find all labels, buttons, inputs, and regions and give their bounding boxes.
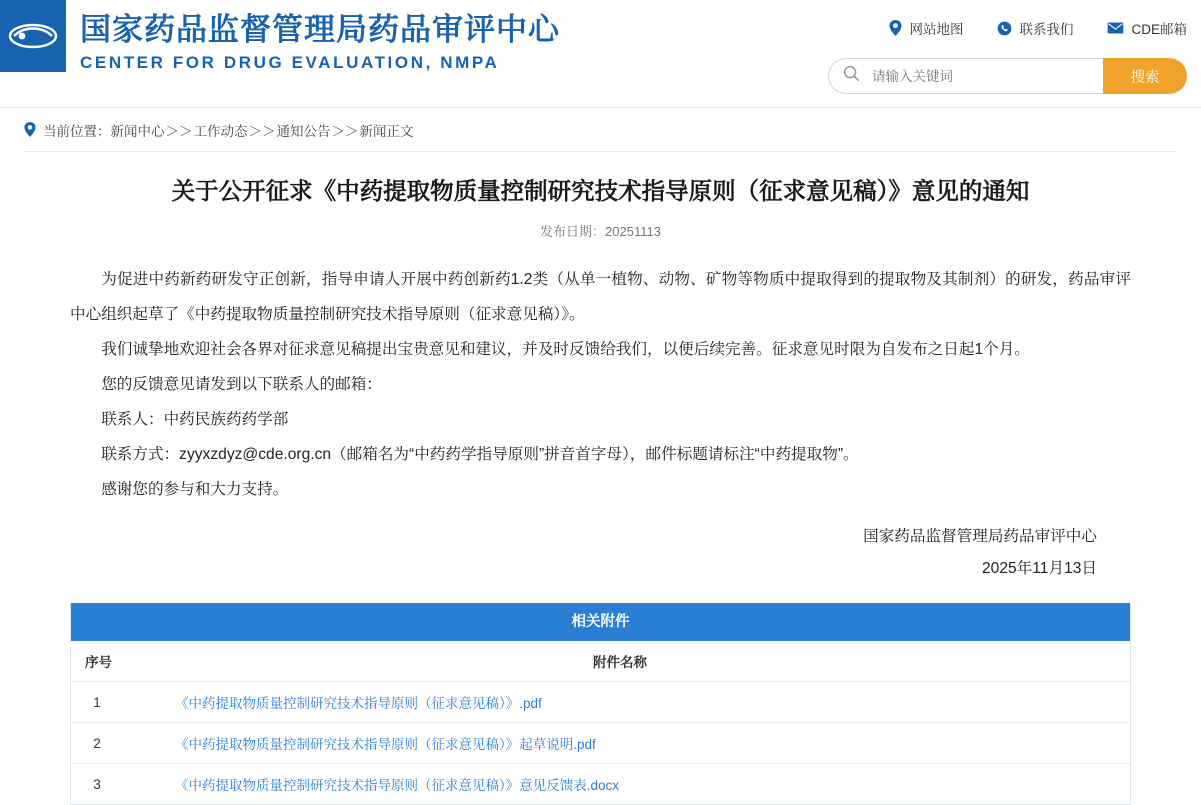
row-name	[123, 723, 1130, 764]
row-name	[123, 764, 1130, 805]
search-row	[828, 58, 1187, 94]
attachment-link[interactable]: 《中药提取物质量控制研究技术指导原则（征求意见稿）》.pdf	[175, 696, 542, 711]
top-link-mail[interactable]	[1107, 18, 1187, 38]
search-input[interactable]	[870, 68, 1080, 85]
phone-icon	[997, 21, 1012, 36]
article-paragraph-2: 您的反馈意见请发到以下联系人的邮箱：	[101, 376, 382, 393]
breadcrumb-item-3: 新闻正文	[359, 123, 414, 139]
row-name	[123, 682, 1130, 723]
search-box[interactable]	[828, 58, 1103, 94]
attachment-link[interactable]: 《中药提取物质量控制研究技术指导原则（征求意见稿）》意见反馈表.docx	[175, 778, 620, 793]
breadcrumb-item-0[interactable]: 新闻中心	[110, 123, 165, 139]
mail-icon	[1107, 22, 1124, 34]
breadcrumb-prefix: 当前位置：	[43, 123, 111, 139]
attachments-table	[71, 641, 1130, 804]
site-title-cn: 国家药品监督管理局药品审评中心	[80, 12, 560, 47]
location-pin-icon	[889, 20, 902, 36]
table-row	[71, 723, 1130, 764]
top-link-sitemap-label: 网站地图	[909, 22, 964, 37]
article	[0, 152, 1201, 585]
table-row	[71, 682, 1130, 723]
attachment-link[interactable]: 《中药提取物质量控制研究技术指导原则（征求意见稿）》起草说明.pdf	[175, 737, 596, 752]
breadcrumb	[24, 108, 1177, 152]
top-links	[889, 18, 1187, 38]
top-link-mail-label: CDE邮箱	[1131, 22, 1187, 37]
publish-date	[70, 221, 1131, 240]
article-paragraph-5: 感谢您的参与和大力支持。	[101, 481, 289, 498]
signature-date: 2025年11月13日	[981, 560, 1097, 577]
top-link-contact[interactable]	[997, 18, 1073, 38]
attachments-section	[70, 603, 1131, 805]
breadcrumb-sep-0: ＞＞	[165, 123, 193, 139]
column-header-index: 序号	[71, 641, 123, 682]
article-paragraph-3: 联系人：中药民族药药学部	[101, 411, 289, 428]
breadcrumb-sep-2: ＞＞	[331, 123, 359, 139]
breadcrumb-sep-1: ＞＞	[248, 123, 276, 139]
article-signature	[70, 521, 1131, 585]
breadcrumb-item-2[interactable]: 通知公告	[276, 123, 331, 139]
article-paragraph-1: 我们诚挚地欢迎社会各界对征求意见稿提出宝贵意见和建议，并及时反馈给我们，以便后续完善。征求意见时限为自发布之日起1个月。	[101, 341, 1030, 358]
site-title-en: CENTER FOR DRUG EVALUATION, NMPA	[80, 53, 500, 72]
publish-date-value: 20251113	[605, 224, 661, 239]
search-button[interactable]: 搜索	[1103, 58, 1187, 94]
search-icon	[843, 65, 860, 87]
table-header-row	[71, 641, 1130, 682]
top-link-contact-label: 联系我们	[1019, 22, 1074, 37]
logo-block	[0, 0, 66, 72]
site-header	[0, 0, 1201, 108]
article-paragraph-0: 为促进中药新药研发守正创新，指导申请人开展中药创新药1.2类（从单一植物、动物、矿物等物质中提取得到的提取物及其制剂）的研发，药品审评中心组织起草了《中药提取物质量控制研究技术指导原则（征求意见稿）》。	[70, 271, 1131, 323]
attachments-title: 相关附件	[71, 603, 1130, 641]
row-index: 1	[71, 682, 123, 723]
breadcrumb-pin-icon	[24, 122, 36, 137]
cde-logo-icon	[8, 20, 58, 52]
site-title	[80, 10, 560, 76]
column-header-name: 附件名称	[123, 641, 1130, 682]
article-paragraph-4: 联系方式：zyyxzdyz@cde.org.cn（邮箱名为“中药药学指导原则”拼音首字母），邮件标题请标注“中药提取物”。	[101, 446, 859, 463]
publish-date-label: 发布日期：	[540, 224, 606, 239]
top-link-sitemap[interactable]	[889, 18, 963, 38]
page-title: 关于公开征求《中药提取物质量控制研究技术指导原则（征求意见稿）》意见的通知	[171, 178, 1030, 204]
row-index: 3	[93, 776, 101, 792]
table-row	[71, 764, 1130, 805]
row-index: 2	[71, 723, 123, 764]
signature-org: 国家药品监督管理局药品审评中心	[863, 528, 1097, 545]
article-body	[70, 262, 1131, 507]
breadcrumb-item-1[interactable]: 工作动态	[193, 123, 248, 139]
